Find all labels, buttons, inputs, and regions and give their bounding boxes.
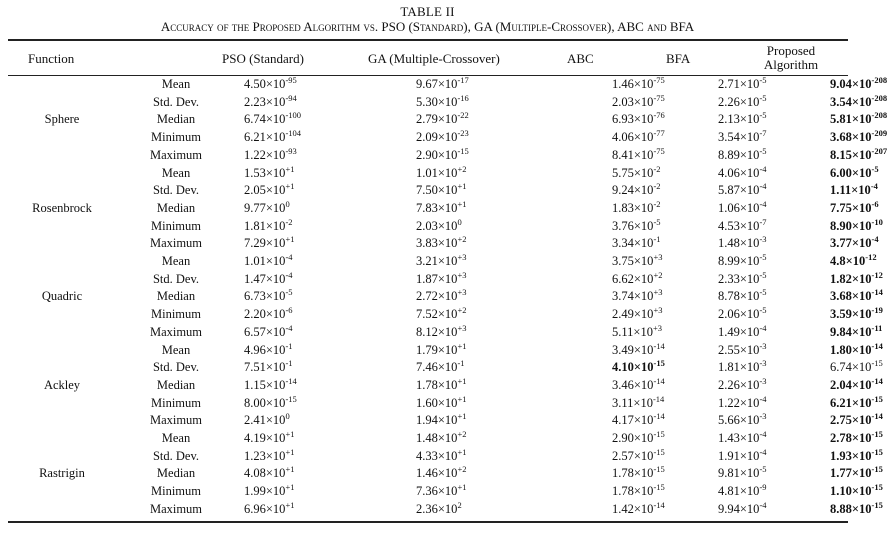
abc-cell: $5.11\times 10^{+3}$	[612, 322, 663, 339]
abc-cell: $1.42\times 10^{-14}$	[612, 499, 665, 516]
pso-cell: $9.77\times 10^0$	[244, 198, 290, 215]
statistic-cell: Std. Dev.	[152, 448, 200, 463]
proposed-cell: $1.93\times 10^{-15}$	[830, 446, 883, 463]
table-row	[8, 465, 848, 483]
bfa-cell: $4.53\times 10^{-7}$	[718, 216, 767, 233]
abc-cell: $3.76\times 10^{-5}$	[612, 216, 661, 233]
statistic-cell: Minimum	[150, 218, 201, 233]
function-cell	[8, 483, 116, 501]
pso-cell: $1.01\times 10^{-4}$	[244, 251, 293, 269]
abc-cell: $6.62\times 10^{+2}$	[612, 269, 663, 286]
bfa-cell: $2.13\times 10^{-5}$	[718, 110, 767, 127]
pso-cell: $1.53\times 10^{+1}$	[244, 163, 295, 180]
bfa-cell: $1.48\times 10^{-3}$	[718, 234, 767, 251]
proposed-cell: $1.10\times 10^{-15}$	[830, 482, 883, 499]
proposed-cell: $4.8\times 10^{-12}$	[830, 251, 877, 269]
statistic-cell: Minimum	[150, 130, 201, 145]
proposed-cell: $2.78\times 10^{-15}$	[830, 428, 883, 446]
statistic-cell: Maximum	[149, 147, 203, 162]
pso-cell: $1.47\times 10^{-4}$	[244, 269, 293, 286]
pso-cell: $6.73\times 10^{-5}$	[244, 287, 293, 304]
abc-cell: $3.46\times 10^{-14}$	[612, 375, 665, 392]
bfa-cell: $1.81\times 10^{-3}$	[718, 358, 767, 375]
bfa-cell: $8.99\times 10^{-5}$	[718, 251, 767, 269]
bfa-cell: $1.43\times 10^{-4}$	[718, 428, 767, 446]
proposed-cell: $1.80\times 10^{-14}$	[830, 340, 883, 357]
ga-cell: $9.67\times 10^{-17}$	[416, 74, 469, 91]
ga-cell: $2.79\times 10^{-22}$	[416, 110, 469, 127]
header-bfa: BFA	[666, 51, 691, 66]
statistic-cell: Mean	[161, 254, 191, 269]
bfa-cell: $2.06\times 10^{-5}$	[718, 304, 767, 322]
bfa-cell: $5.66\times 10^{-3}$	[718, 411, 767, 428]
pso-cell: $7.29\times 10^{+1}$	[244, 234, 295, 251]
pso-cell: $4.96\times 10^{-1}$	[244, 340, 293, 357]
statistic-cell: Mean	[161, 165, 191, 180]
table-row	[8, 395, 848, 413]
ga-cell: $1.46\times 10^{+2}$	[416, 464, 467, 481]
header-abc: ABC	[567, 51, 594, 66]
function-cell	[8, 306, 116, 324]
function-cell	[8, 271, 116, 289]
abc-cell: $6.93\times 10^{-76}$	[612, 110, 665, 127]
function-cell	[8, 218, 116, 236]
function-cell	[8, 501, 116, 519]
proposed-cell: $8.15\times 10^{-207}$	[830, 145, 887, 162]
statistic-cell: Minimum	[150, 395, 201, 410]
ga-cell: $8.12\times 10^{+3}$	[416, 322, 467, 339]
abc-cell: $5.75\times 10^{-2}$	[612, 163, 661, 180]
function-cell: Sphere	[44, 112, 80, 127]
proposed-cell: $3.68\times 10^{-14}$	[830, 287, 883, 304]
function-cell	[8, 94, 116, 112]
abc-cell: $9.24\times 10^{-2}$	[612, 181, 661, 198]
abc-cell: $4.17\times 10^{-14}$	[612, 411, 665, 428]
bfa-cell: $2.33\times 10^{-5}$	[718, 269, 767, 286]
statistic-cell: Minimum	[150, 484, 201, 499]
top-rule	[8, 39, 848, 41]
statistic-cell: Median	[156, 112, 196, 127]
bfa-cell: $3.54\times 10^{-7}$	[718, 127, 767, 145]
statistic-cell: Std. Dev.	[152, 94, 200, 109]
bfa-cell: $8.78\times 10^{-5}$	[718, 287, 767, 304]
table-row	[8, 147, 848, 165]
pso-cell: $4.50\times 10^{-95}$	[244, 74, 297, 91]
function-cell	[8, 448, 116, 466]
function-cell: Ackley	[43, 377, 81, 392]
proposed-cell: $9.04\times 10^{-208}$	[830, 74, 887, 91]
bfa-cell: $2.26\times 10^{-3}$	[718, 375, 767, 392]
proposed-cell: $6.00\times 10^{-5}$	[830, 163, 879, 180]
table-title: Accuracy of the Proposed Algorithm vs. PSO (Standard), GA (Multiple-Crossover), ABC and BFA	[160, 19, 695, 34]
bfa-cell: $1.06\times 10^{-4}$	[718, 198, 767, 215]
header-function: Function	[28, 51, 75, 66]
function-cell	[8, 395, 116, 413]
function-cell: Rosenbrock	[32, 200, 92, 215]
bottom-rule	[8, 521, 848, 523]
pso-cell: $2.05\times 10^{+1}$	[244, 181, 295, 198]
proposed-cell: $6.21\times 10^{-15}$	[830, 393, 883, 410]
bfa-cell: $9.81\times 10^{-5}$	[718, 464, 767, 481]
abc-cell: $3.34\times 10^{-1}$	[612, 234, 661, 251]
pso-cell: $6.96\times 10^{+1}$	[244, 499, 295, 516]
proposed-cell: $7.75\times 10^{-6}$	[830, 198, 879, 215]
abc-cell: $2.90\times 10^{-15}$	[612, 428, 665, 446]
pso-cell: $6.57\times 10^{-4}$	[244, 322, 293, 339]
bfa-cell: $2.26\times 10^{-5}$	[718, 92, 767, 109]
table-row	[8, 359, 848, 377]
table-row	[8, 129, 848, 147]
abc-cell: $1.83\times 10^{-2}$	[612, 198, 661, 215]
function-cell	[8, 76, 116, 94]
ga-cell: $1.79\times 10^{+1}$	[416, 340, 467, 357]
pso-cell: $6.74\times 10^{-100}$	[244, 110, 302, 127]
proposed-cell: $1.11\times 10^{-4}$	[830, 181, 878, 198]
abc-cell: $1.78\times 10^{-15}$	[612, 464, 665, 481]
function-cell	[8, 324, 116, 342]
pso-cell: $1.81\times 10^{-2}$	[244, 216, 293, 233]
table-row	[8, 94, 848, 112]
statistic-cell: Std. Dev.	[152, 360, 200, 375]
function-cell	[8, 430, 116, 448]
abc-cell: $4.10\times 10^{-15}$	[612, 358, 665, 375]
pso-cell: $2.20\times 10^{-6}$	[244, 304, 293, 322]
table-row	[8, 218, 848, 236]
statistic-cell: Mean	[161, 77, 191, 91]
abc-cell: $1.78\times 10^{-15}$	[612, 482, 665, 499]
table-row	[8, 165, 848, 183]
ga-cell: $1.48\times 10^{+2}$	[416, 428, 467, 446]
bfa-cell: $1.91\times 10^{-4}$	[718, 446, 767, 463]
function-cell	[8, 235, 116, 253]
bfa-cell: $4.81\times 10^{-9}$	[718, 482, 767, 499]
function-cell	[8, 359, 116, 377]
bfa-cell: $2.71\times 10^{-5}$	[718, 74, 767, 91]
header-proposed-line2: Algorithm	[763, 57, 819, 72]
ga-cell: $1.87\times 10^{+3}$	[416, 269, 467, 286]
abc-cell: $3.11\times 10^{-14}$	[612, 393, 665, 410]
bfa-cell: $5.87\times 10^{-4}$	[718, 181, 767, 198]
table-row	[8, 76, 848, 94]
table-row	[8, 412, 848, 430]
proposed-cell: $8.88\times 10^{-15}$	[830, 499, 883, 516]
statistic-cell: Median	[156, 200, 196, 215]
bfa-cell: $8.89\times 10^{-5}$	[718, 145, 767, 162]
pso-cell: $4.19\times 10^{+1}$	[244, 428, 295, 446]
proposed-cell: $3.54\times 10^{-208}$	[830, 92, 887, 109]
proposed-cell: $3.59\times 10^{-19}$	[830, 304, 883, 322]
abc-cell: $2.03\times 10^{-75}$	[612, 92, 665, 109]
bfa-cell: $4.06\times 10^{-4}$	[718, 163, 767, 180]
statistic-cell: Mean	[161, 431, 191, 446]
ga-cell: $1.01\times 10^{+2}$	[416, 163, 467, 180]
proposed-cell: $2.04\times 10^{-14}$	[830, 375, 883, 392]
statistic-cell: Maximum	[149, 501, 203, 516]
abc-cell: $3.75\times 10^{+3}$	[612, 251, 663, 269]
abc-cell: $2.49\times 10^{+3}$	[612, 304, 663, 322]
ga-cell: $2.03\times 10^0$	[416, 216, 462, 233]
function-cell: Quadric	[41, 289, 83, 304]
ga-cell: $2.09\times 10^{-23}$	[416, 127, 469, 145]
table-row	[8, 306, 848, 324]
ga-cell: $7.52\times 10^{+2}$	[416, 304, 467, 322]
proposed-cell: $3.77\times 10^{-4}$	[830, 234, 879, 251]
ga-cell: $1.94\times 10^{+1}$	[416, 411, 467, 428]
ga-cell: $2.72\times 10^{+3}$	[416, 287, 467, 304]
pso-cell: $4.08\times 10^{+1}$	[244, 464, 295, 481]
function-cell: Rastrigin	[39, 466, 85, 481]
header-pso: PSO (Standard)	[222, 51, 304, 66]
statistic-cell: Median	[156, 466, 196, 481]
proposed-cell: $5.81\times 10^{-208}$	[830, 110, 887, 127]
table-row	[8, 430, 848, 448]
pso-cell: $6.21\times 10^{-104}$	[244, 127, 302, 145]
table-row	[8, 501, 848, 519]
proposed-cell: $3.68\times 10^{-209}$	[830, 127, 887, 145]
function-cell	[8, 165, 116, 183]
abc-cell: $8.41\times 10^{-75}$	[612, 145, 665, 162]
table-label: TABLE II	[400, 4, 455, 19]
proposed-cell: $1.77\times 10^{-15}$	[830, 464, 883, 481]
table-row	[8, 111, 848, 129]
ga-cell: $1.78\times 10^{+1}$	[416, 375, 467, 392]
function-cell	[8, 147, 116, 165]
bfa-cell: $1.22\times 10^{-4}$	[718, 393, 767, 410]
ga-cell: $4.33\times 10^{+1}$	[416, 446, 467, 463]
header-ga: GA (Multiple-Crossover)	[368, 51, 500, 66]
ga-cell: $7.36\times 10^{+1}$	[416, 482, 467, 499]
function-cell	[8, 182, 116, 200]
pso-cell: $1.23\times 10^{+1}$	[244, 446, 295, 463]
table-row	[8, 253, 848, 271]
proposed-cell: $8.90\times 10^{-10}$	[830, 216, 883, 233]
pso-cell: $1.99\times 10^{+1}$	[244, 482, 295, 499]
function-cell	[8, 253, 116, 271]
pso-cell: $1.15\times 10^{-14}$	[244, 375, 297, 392]
table-row	[8, 271, 848, 289]
table-row	[8, 377, 848, 395]
pso-cell: $2.23\times 10^{-94}$	[244, 92, 297, 109]
ga-cell: $3.83\times 10^{+2}$	[416, 234, 467, 251]
ga-cell: $7.46\times 10^{-1}$	[416, 358, 465, 375]
pso-cell: $7.51\times 10^{-1}$	[244, 358, 293, 375]
table-row	[8, 182, 848, 200]
results-table	[8, 74, 887, 519]
ga-cell: $1.60\times 10^{+1}$	[416, 393, 467, 410]
abc-cell: $3.74\times 10^{+3}$	[612, 287, 663, 304]
ga-cell: $7.83\times 10^{+1}$	[416, 198, 467, 215]
proposed-cell: $9.84\times 10^{-11}$	[830, 322, 883, 339]
statistic-cell: Std. Dev.	[152, 271, 200, 286]
header-proposed-line1: Proposed	[766, 43, 816, 58]
results-table-body	[8, 74, 887, 519]
abc-cell: $2.57\times 10^{-15}$	[612, 446, 665, 463]
statistic-cell: Median	[156, 377, 196, 392]
proposed-cell: $1.82\times 10^{-12}$	[830, 269, 883, 286]
statistic-cell: Maximum	[149, 236, 203, 251]
bfa-cell: $2.55\times 10^{-3}$	[718, 340, 767, 357]
table-row	[8, 324, 848, 342]
function-cell	[8, 342, 116, 360]
pso-cell: $8.00\times 10^{-15}$	[244, 393, 297, 410]
proposed-cell: $2.75\times 10^{-14}$	[830, 411, 883, 428]
function-cell	[8, 412, 116, 430]
bfa-cell: $9.94\times 10^{-4}$	[718, 499, 767, 516]
pso-cell: $2.41\times 10^0$	[244, 411, 290, 428]
statistic-cell: Maximum	[149, 324, 203, 339]
function-cell	[8, 129, 116, 147]
header-proposed	[755, 44, 827, 72]
statistic-cell: Minimum	[150, 307, 201, 322]
statistic-cell: Mean	[161, 342, 191, 357]
statistic-cell: Std. Dev.	[152, 183, 200, 198]
abc-cell: $3.49\times 10^{-14}$	[612, 340, 665, 357]
abc-cell: $4.06\times 10^{-77}$	[612, 127, 665, 145]
abc-cell: $1.46\times 10^{-75}$	[612, 74, 665, 91]
pso-cell: $1.22\times 10^{-93}$	[244, 145, 297, 162]
ga-cell: $5.30\times 10^{-16}$	[416, 92, 469, 109]
table-row	[8, 483, 848, 501]
table-row	[8, 342, 848, 360]
ga-cell: $7.50\times 10^{+1}$	[416, 181, 467, 198]
table-row	[8, 448, 848, 466]
ga-cell: $2.36\times 10^2$	[416, 499, 462, 516]
proposed-cell: $6.74\times 10^{-15}$	[830, 358, 883, 375]
statistic-cell: Median	[156, 289, 196, 304]
ga-cell: $3.21\times 10^{+3}$	[416, 251, 467, 269]
statistic-cell: Maximum	[149, 413, 203, 428]
table-row	[8, 235, 848, 253]
table-row	[8, 288, 848, 306]
table-row	[8, 200, 848, 218]
ga-cell: $2.90\times 10^{-15}$	[416, 145, 469, 162]
bfa-cell: $1.49\times 10^{-4}$	[718, 322, 767, 339]
